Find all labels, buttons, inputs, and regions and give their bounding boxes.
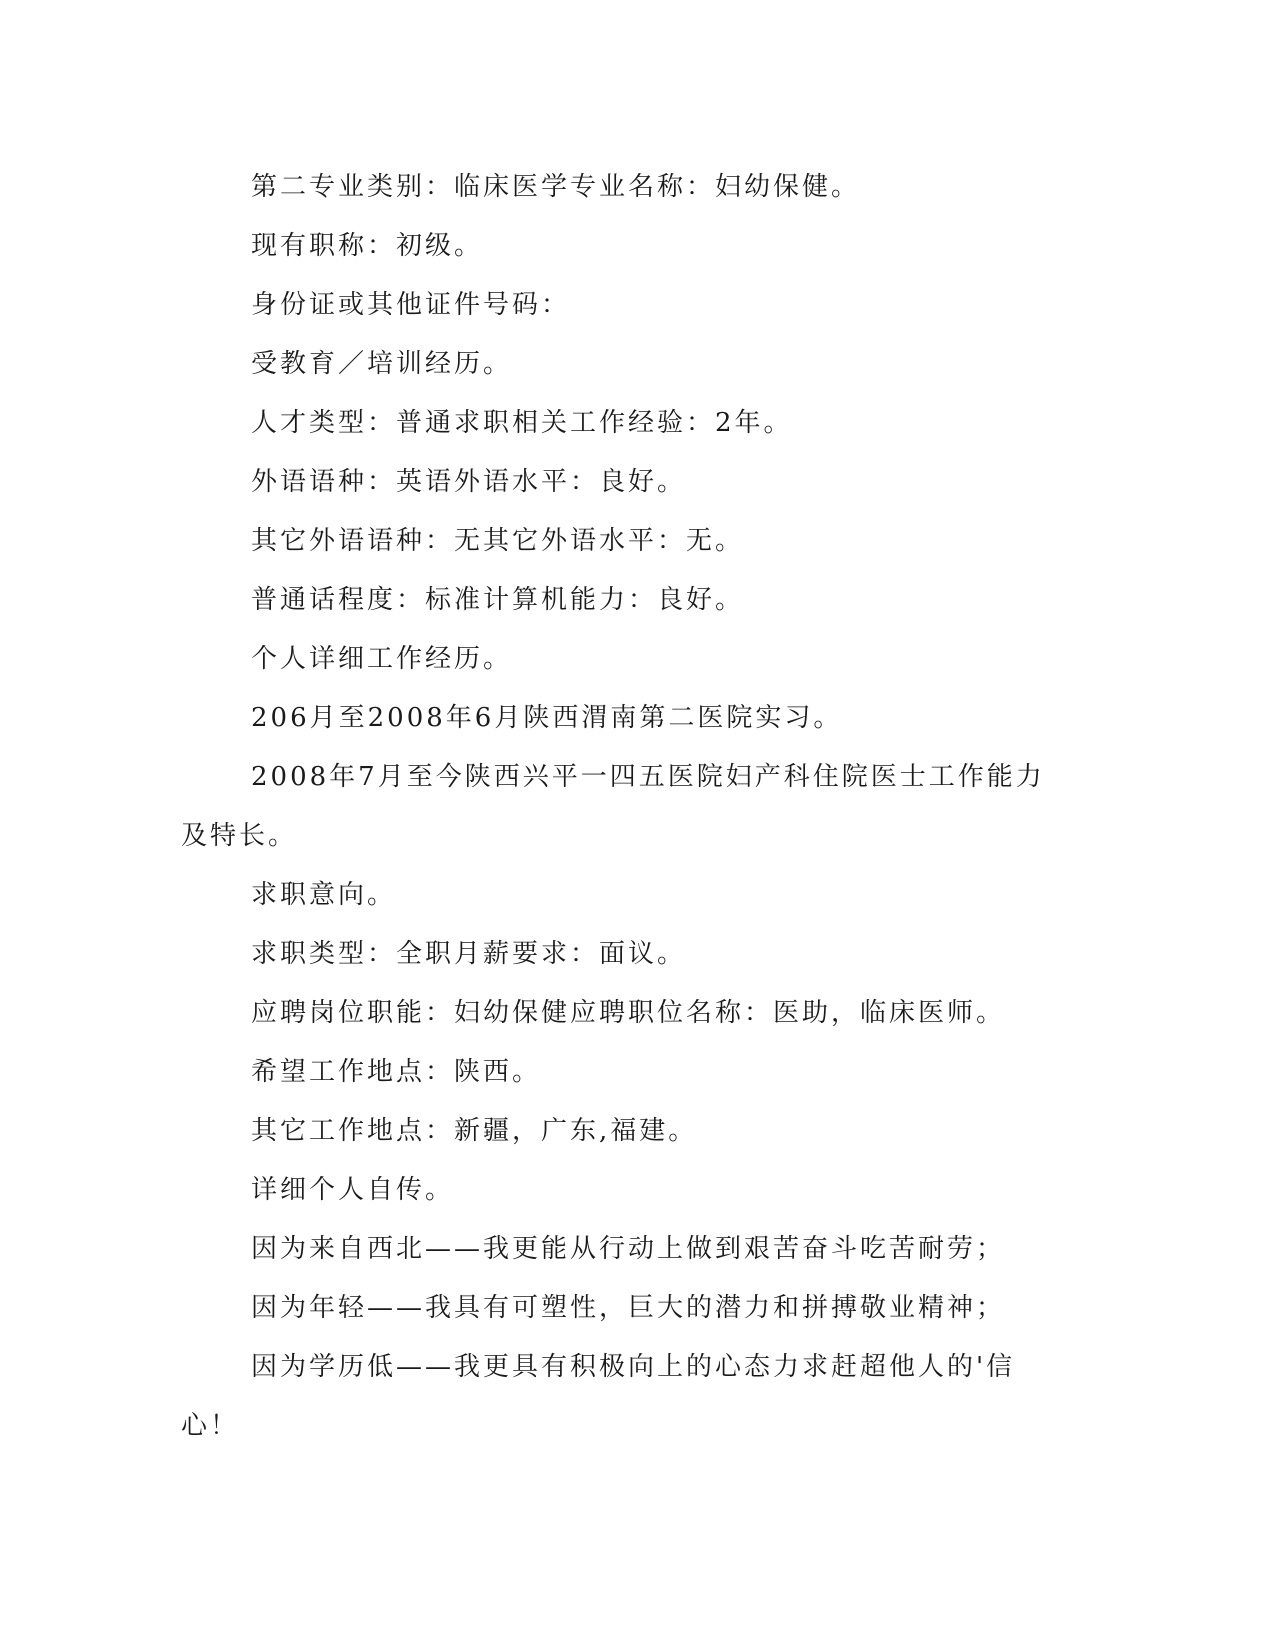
- paragraph-education-low: 因为学历低——我更具有积极向上的心态力求赶超他人的'信心！: [181, 1352, 1016, 1441]
- paragraph-young: 因为年轻——我具有可塑性，巨大的潜力和拼搏敬业精神；: [251, 1293, 1006, 1323]
- paragraph-autobiography-heading: 详细个人自传。: [251, 1175, 455, 1205]
- paragraph-job-type: 求职类型：全职月薪要求：面议。: [251, 939, 687, 969]
- paragraph-second-major: 第二专业类别：临床医学专业名称：妇幼保健。: [251, 172, 861, 202]
- paragraph-other-locations: 其它工作地点：新疆，广东,福建。: [251, 1116, 698, 1146]
- paragraph-id-number: 身份证或其他证件号码：: [251, 290, 571, 320]
- paragraph-work-history-heading: 个人详细工作经历。: [251, 644, 513, 674]
- paragraph-mandarin-computer: 普通话程度：标准计算机能力：良好。: [251, 585, 745, 615]
- paragraph-job-intention-heading: 求职意向。: [251, 880, 397, 910]
- paragraph-education-heading: 受教育／培训经历。: [251, 349, 513, 379]
- paragraph-other-language: 其它外语语种：无其它外语水平：无。: [251, 526, 745, 556]
- paragraph-preferred-location: 希望工作地点：陕西。: [251, 1057, 542, 1087]
- paragraph-current-job: 2008年7月至今陕西兴平一四五医院妇产科住院医士工作能力及特长。: [181, 762, 1045, 851]
- paragraph-current-title: 现有职称：初级。: [251, 231, 484, 261]
- document-body: [181, 158, 1061, 1456]
- paragraph-foreign-language: 外语语种：英语外语水平：良好。: [251, 467, 687, 497]
- paragraph-position: 应聘岗位职能：妇幼保健应聘职位名称：医助，临床医师。: [251, 998, 1006, 1028]
- paragraph-northwest: 因为来自西北——我更能从行动上做到艰苦奋斗吃苦耐劳；: [251, 1234, 1006, 1264]
- paragraph-internship: 206月至2008年6月陕西渭南第二医院实习。: [251, 703, 843, 733]
- paragraph-talent-type: 人才类型：普通求职相关工作经验：2年。: [251, 408, 793, 438]
